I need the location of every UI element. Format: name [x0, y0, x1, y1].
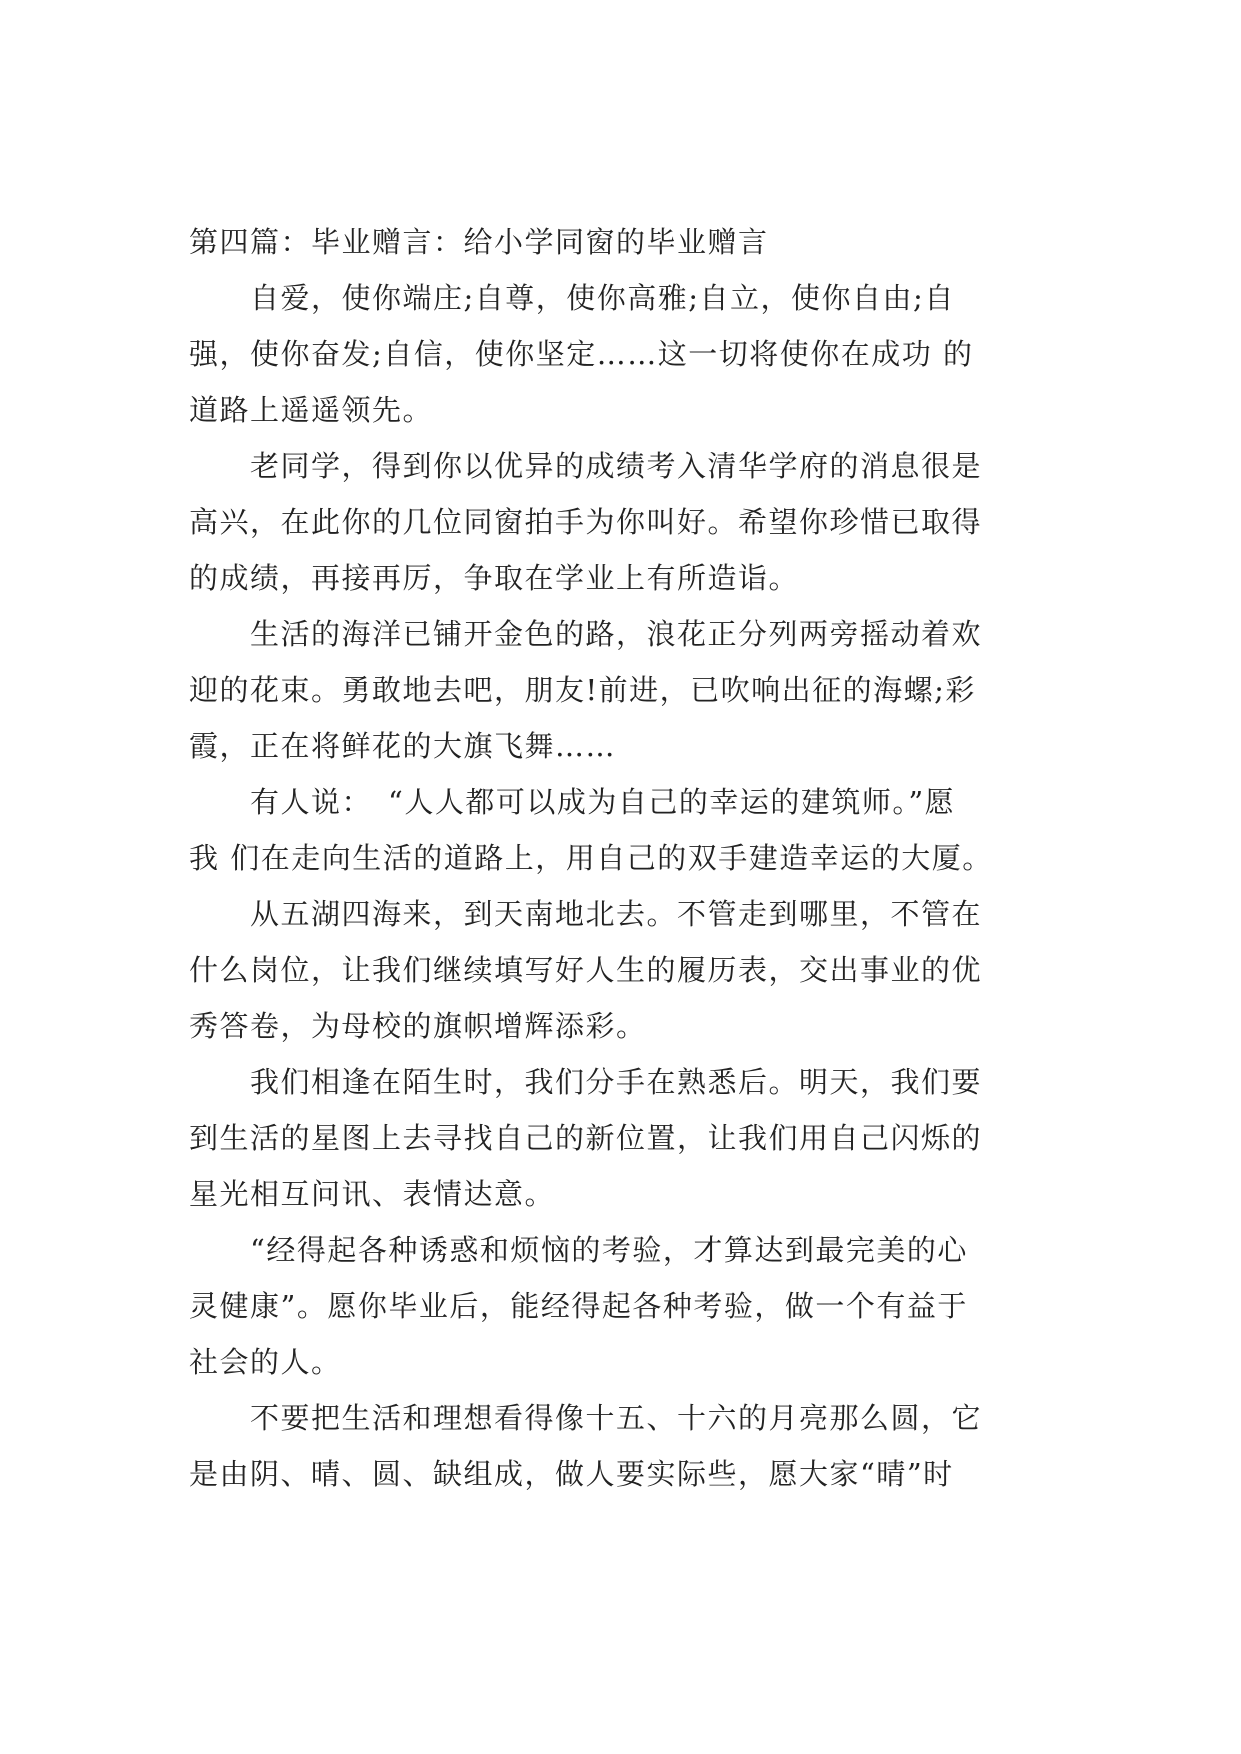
text-line: 秀答卷，为母校的旗帜增辉添彩。 [189, 1009, 647, 1043]
text-line: 到生活的星图上去寻找自己的新位置，让我们用自己闪烁的 [189, 1121, 983, 1155]
text-line: 我们相逢在陌生时，我们分手在熟悉后。明天，我们要 [189, 1065, 983, 1099]
text-line: 不要把生活和理想看得像十五、十六的月亮那么圆，它 [189, 1401, 983, 1435]
text-line: 从五湖四海来，到天南地北去。不管走到哪里，不管在 [189, 897, 983, 931]
text-line: 高兴，在此你的几位同窗拍手为你叫好。希望你珍惜已取得 [189, 505, 983, 539]
text-line: 迎的花束。勇敢地去吧，朋友!前进，已吹响出征的海螺;彩 [189, 673, 976, 707]
text-line: 什么岗位，让我们继续填写好人生的履历表，交出事业的优 [189, 953, 983, 987]
text-line: 霞，正在将鲜花的大旗飞舞…… [189, 729, 617, 763]
document-body [189, 214, 1061, 1502]
text-line: “经得起各种诱惑和烦恼的考验，才算达到最完美的心 [189, 1233, 968, 1267]
text-line: 社会的人。 [189, 1345, 342, 1379]
text-line: 自爱，使你端庄;自尊，使你高雅;自立，使你自由;自 [189, 281, 955, 315]
text-line: 强，使你奋发;自信，使你坚定……这一切将使你在成功 的 [189, 337, 974, 371]
text-line: 的成绩，再接再厉，争取在学业上有所造诣。 [189, 561, 800, 595]
text-line: 有人说： “人人都可以成为自己的幸运的建筑师。”愿 [189, 785, 956, 819]
text-line: 生活的海洋已铺开金色的路，浪花正分列两旁摇动着欢 [189, 617, 983, 651]
text-line: 我 们在走向生活的道路上，用自己的双手建造幸运的大厦。 [189, 841, 993, 875]
text-line: 星光相互问讯、表情达意。 [189, 1177, 556, 1211]
document-heading: 第四篇：毕业赠言：给小学同窗的毕业赠言 [189, 225, 769, 259]
text-line: 道路上遥遥领先。 [189, 393, 434, 427]
text-line: 老同学，得到你以优异的成绩考入清华学府的消息很是 [189, 449, 983, 483]
text-line: 是由阴、晴、圆、缺组成，做人要实际些，愿大家“晴”时 [189, 1457, 954, 1491]
text-line: 灵健康”。愿你毕业后，能经得起各种考验，做一个有益于 [189, 1289, 968, 1323]
